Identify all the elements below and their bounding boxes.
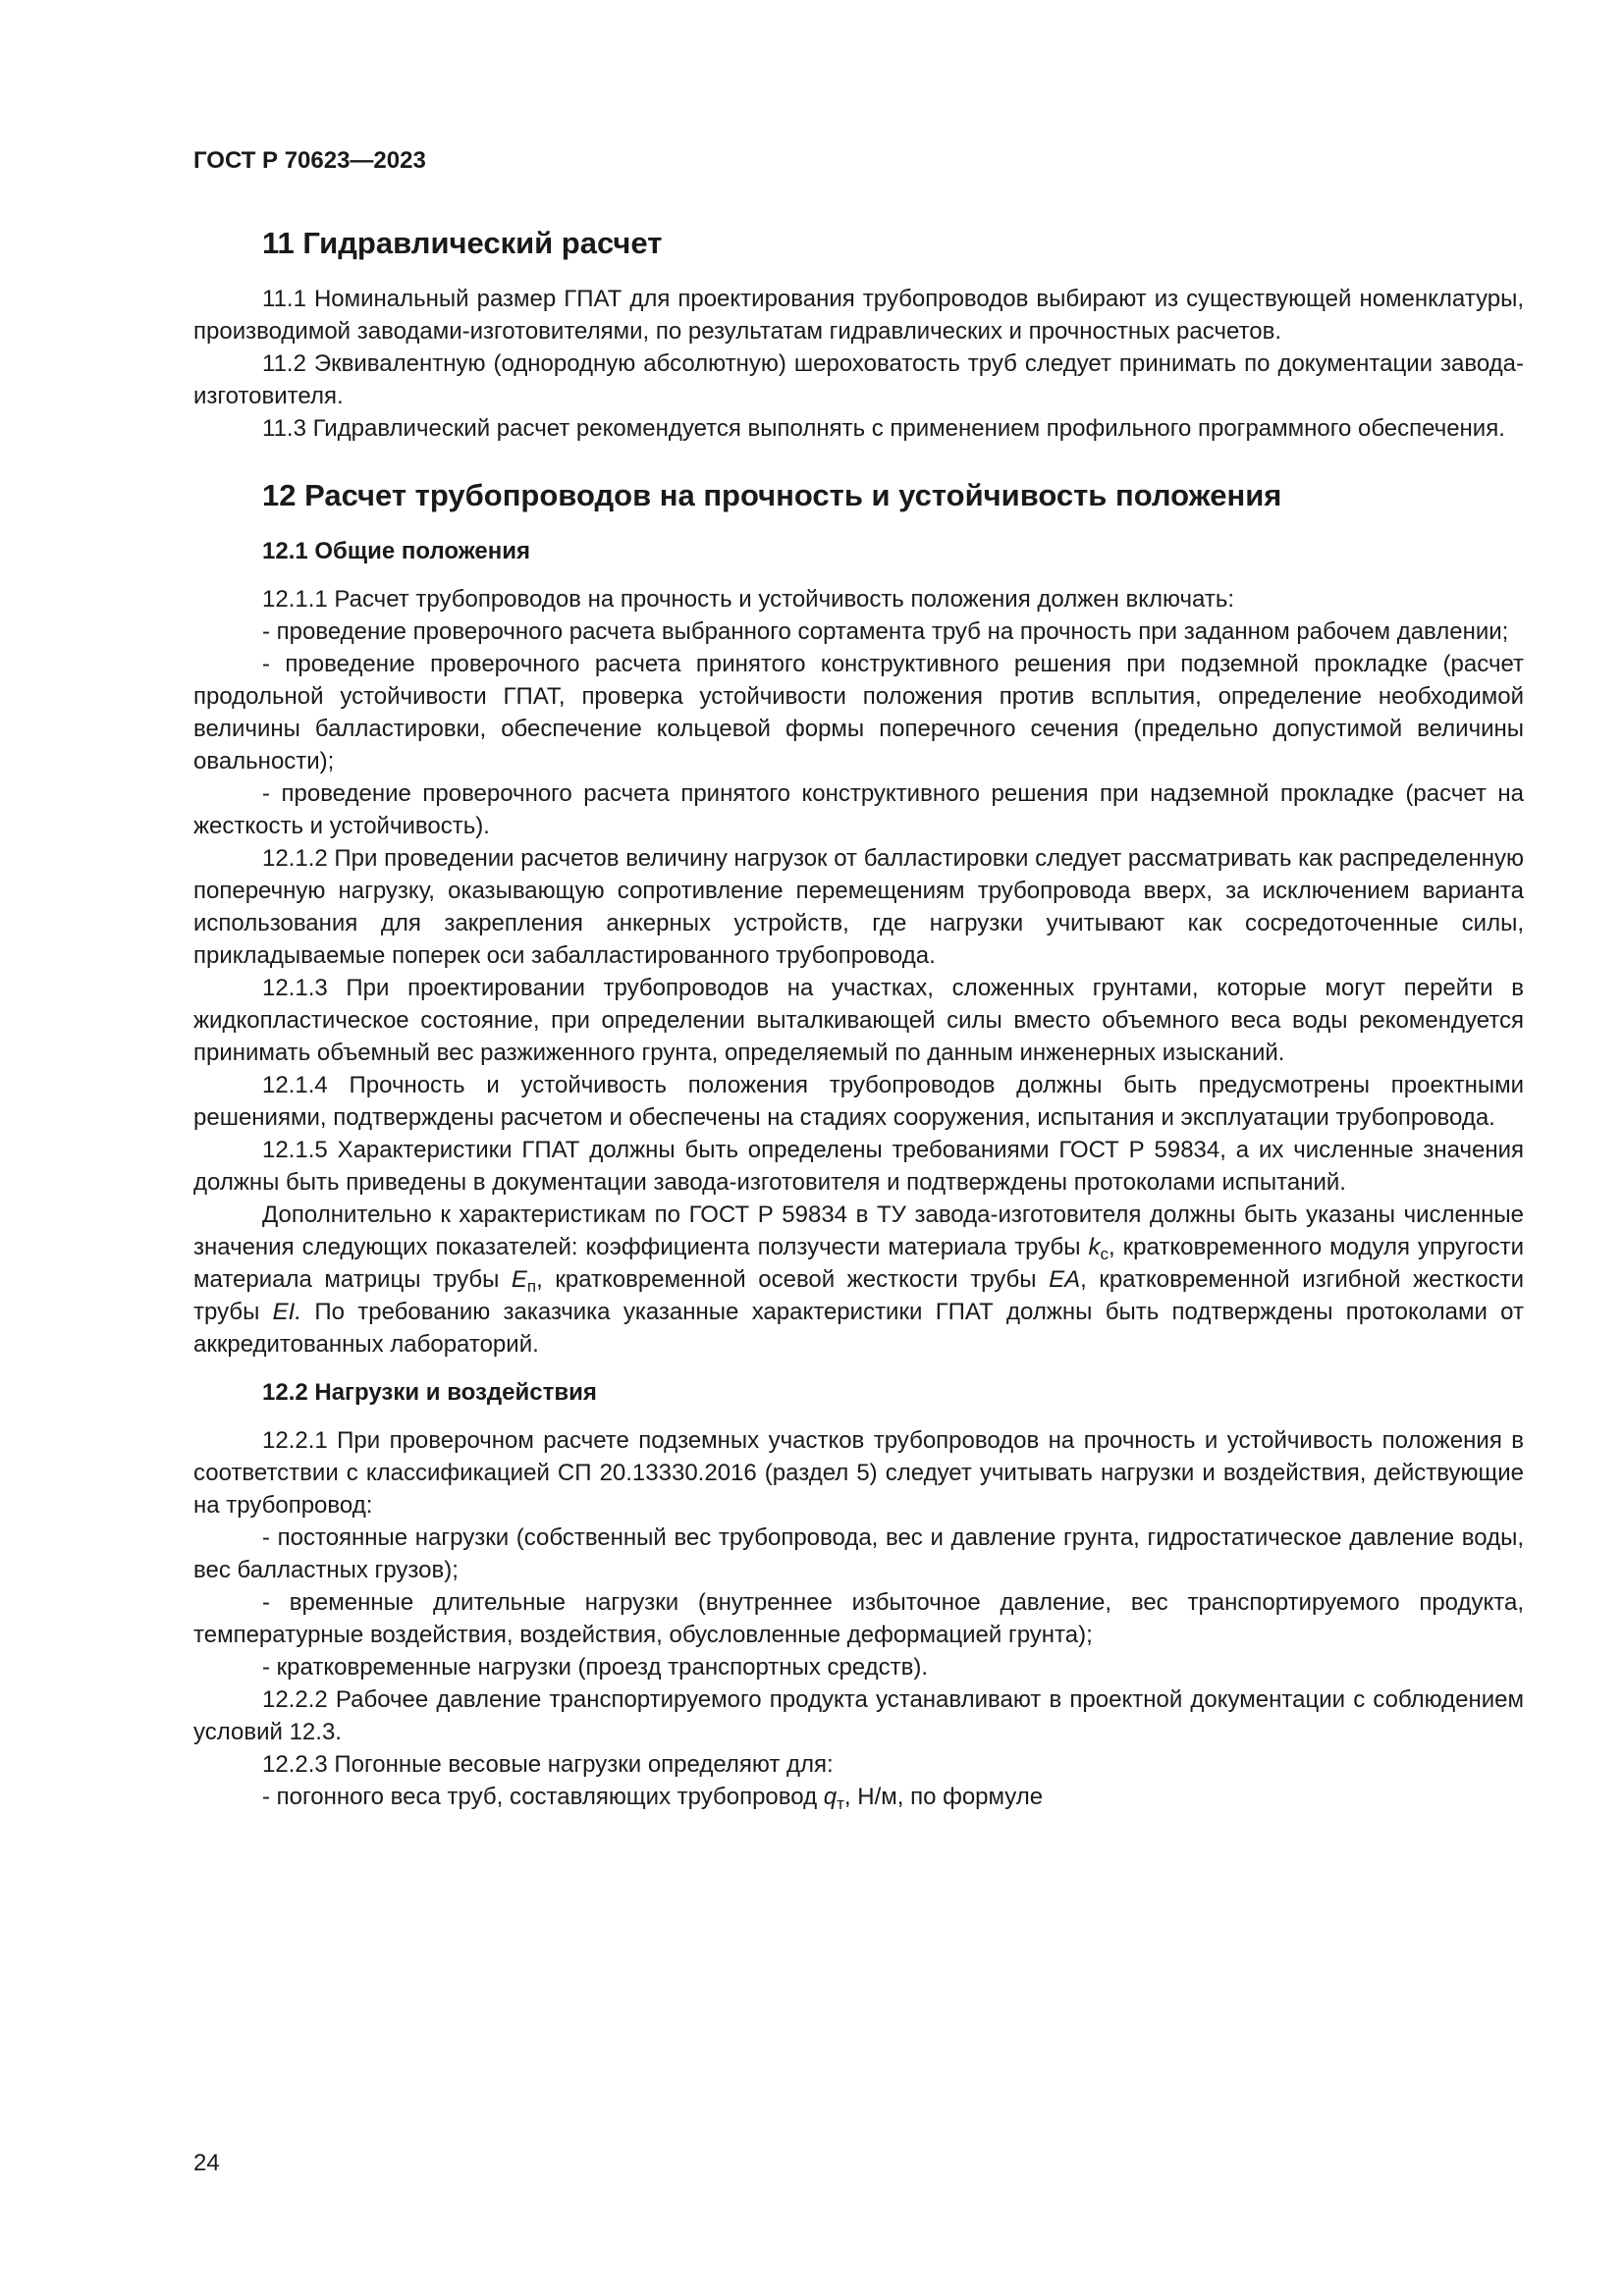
- paragraph-12-2-3: 12.2.3 Погонные весовые нагрузки определяют для:: [262, 1751, 834, 1778]
- paragraph-12-2-2: 12.2.2 Рабочее давление транспортируемого продукта устанавливают в проектной документации с соблюдением условий 12.3.: [193, 1686, 1524, 1745]
- list-item: - проведение проверочного расчета принятого конструктивного решения при подземной прокладке (расчет продольной устойчивости ГПАТ, проверка устойчивости положения против всплытия, определение необходимой величины балластировки, обеспечение кольцевой формы поперечного сечения (предельно допустимой величины овальности);: [193, 651, 1524, 774]
- paragraph-additional-characteristics: Дополнительно к характеристикам по ГОСТ Р 59834 в ТУ завода-изготовителя должны быть указаны численные значения следующих показателей: коэффициента ползучести материала трубы $k_c$, кратковременного модуля упругости материала матрицы трубы $E_п$, кратковременной осевой жесткости трубы EA, кратковременной изгибной жесткости трубы EI. По требованию заказчика указанные характеристики ГПАТ должны быть подтверждены протоколами от аккредитованных лабораторий.: [193, 1201, 1525, 1358]
- section-12-title: 12 Расчет трубопроводов на прочность и устойчивость положения: [262, 478, 1282, 512]
- paragraph-11-3: 11.3 Гидравлический расчет рекомендуется выполнять с применением профильного программного обеспечения.: [262, 415, 1505, 442]
- paragraph-11-2: 11.2 Эквивалентную (однородную абсолютную) шероховатость труб следует принимать по документации завода-изготовителя.: [193, 350, 1524, 409]
- paragraph-11-1: 11.1 Номинальный размер ГПАТ для проектирования трубопроводов выбирают из существующей номенклатуры, производимой заводами-изготовителями, по результатам гидравлических и прочностных расчетов.: [193, 286, 1524, 345]
- page-number: 24: [193, 2150, 220, 2176]
- paragraph-12-1-3: 12.1.3 При проектировании трубопроводов на участках, сложенных грунтами, которые могут перейти в жидкопластическое состояние, при определении выталкивающей силы вместо объемного веса воды рекомендуется принимать объемный вес разжиженного грунта, определяемый по данным инженерных изысканий.: [193, 975, 1524, 1066]
- list-item: - погонного веса труб, составляющих трубопровод $q_т$, Н/м, по формуле: [262, 1784, 1044, 1813]
- paragraph-12-1-1: 12.1.1 Расчет трубопроводов на прочность и устойчивость положения должен включать:: [262, 586, 1235, 613]
- list-item: - постоянные нагрузки (собственный вес трубопровода, вес и давление грунта, гидростатическое давление воды, вес балластных грузов);: [193, 1524, 1524, 1583]
- list-item: - кратковременные нагрузки (проезд транспортных средств).: [262, 1654, 929, 1681]
- paragraph-12-1-5: 12.1.5 Характеристики ГПАТ должны быть определены требованиями ГОСТ Р 59834, а их численные значения должны быть приведены в документации завода-изготовителя и подтверждены протоколами испытаний.: [193, 1137, 1524, 1196]
- document-body: [193, 224, 1524, 1813]
- section-11-title: 11 Гидравлический расчет: [262, 226, 663, 260]
- paragraph-12-1-4: 12.1.4 Прочность и устойчивость положения трубопроводов должны быть предусмотрены проектными решениями, подтверждены расчетом и обеспечены на стадиях сооружения, испытания и эксплуатации трубопровода.: [193, 1072, 1524, 1131]
- paragraph-12-1-2: 12.1.2 При проведении расчетов величину нагрузок от балластировки следует рассматривать как распределенную поперечную нагрузку, оказывающую сопротивление перемещениям трубопровода вверх, за исключением варианта использования для закрепления анкерных устройств, где нагрузки учитывают как сосредоточенные силы, прикладываемые поперек оси забалластированного трубопровода.: [193, 845, 1524, 969]
- list-item: - проведение проверочного расчета выбранного сортамента труб на прочность при заданном рабочем давлении;: [262, 618, 1509, 645]
- subsection-12-1-title: 12.1 Общие положения: [262, 538, 531, 564]
- paragraph-12-2-1: 12.2.1 При проверочном расчете подземных участков трубопроводов на прочность и устойчивость положения в соответствии с классификацией СП 20.13330.2016 (раздел 5) следует учитывать нагрузки и воздействия, действующие на трубопровод:: [193, 1427, 1524, 1519]
- list-item: - проведение проверочного расчета принятого конструктивного решения при надземной прокладке (расчет на жесткость и устойчивость).: [193, 780, 1524, 839]
- subsection-12-2-title: 12.2 Нагрузки и воздействия: [262, 1379, 597, 1406]
- list-item: - временные длительные нагрузки (внутреннее избыточное давление, вес транспортируемого продукта, температурные воздействия, воздействия, обусловленные деформацией грунта);: [193, 1589, 1524, 1648]
- document-header: ГОСТ Р 70623—2023: [193, 147, 426, 174]
